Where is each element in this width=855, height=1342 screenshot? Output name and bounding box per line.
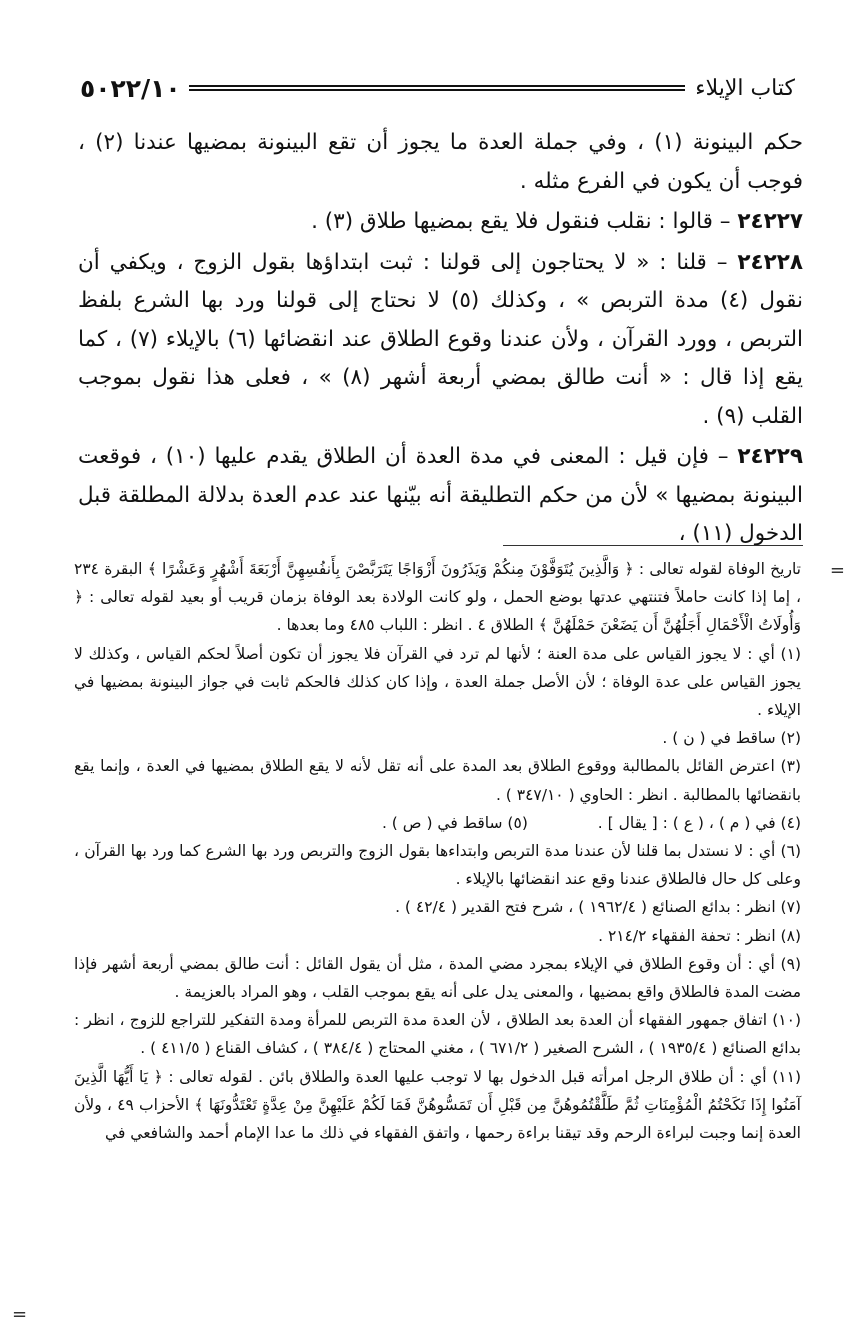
paragraph-24229 — [78, 438, 803, 554]
footnote-2: (٢) ساقط في ( ن ) . — [662, 729, 801, 748]
main-text — [78, 124, 803, 556]
footnote-3: (٣) اعترض القائل بالمطالبة ووقوع الطلاق بعد المدة على أنه تقل لأنه لا يقع الطلاق بمضيها في العدة ، وإنما يقع بانقضائها بالمطالبة . انظر : الحاوي ( ٣٤٧/١٠ ) . — [74, 757, 801, 804]
paragraph-text: – قلنا : « لا يحتاجون إلى قولنا : ثبت ابتداؤها بقول الزوج ، ويكفي أن نقول (٤) مدة التربص » ، وكذلك (٥) لا نحتاج إلى قولنا ورد بها الشرع بلفظ التربص ، وورد القرآن ، ولأن عندنا وقوع الطلاق عند انقضائها (٦) بالإيلاء (٧) ، كما يقع إذا قال : « أنت طالق بمضي أربعة أشهر (٨) » ، فعلى هذا نقول بموجب القلب (٩) . — [78, 249, 804, 429]
paragraph-text: – فإن قيل : المعنى في مدة العدة أن الطلاق يقدم عليها (١٠) ، فوقعت البينونة بمضيها » لأن من حكم التطليقة أنه بيّنها عند عدم العدة بدلالة المطلقة قبل الدخول (١١) ، — [78, 444, 803, 546]
continuation-mark-top: = — [829, 560, 845, 581]
header-rule — [189, 85, 686, 91]
book-title: كتاب الإيلاء — [695, 75, 795, 101]
issue-number: ٢٤٢٢٩ — [737, 444, 803, 469]
footnote-4-5-row — [74, 809, 801, 837]
footnote-5: (٥) ساقط في ( ص ) . — [381, 813, 528, 832]
footnote-4: (٤) في ( م ) ، ( ع ) : [ يقال ] . — [597, 813, 801, 832]
continuation-mark-bottom: = — [12, 1304, 28, 1325]
footnote-separator — [503, 545, 803, 546]
issue-number: ٢٤٢٢٧ — [737, 209, 803, 234]
footnote-10: (١٠) اتفاق جمهور الفقهاء أن العدة بعد الطلاق ، لأن العدة مدة التربص للمرأة ومدة التفكير للتراجع للزوج ، انظر : بدائع الصنائع ( ١٩٣٥/٤ ) ، الشرح الصغير ( ٦٧١/٢ ) ، مغني المحتاج ( ٣٨٤/٤ ) ، كشاف القناع ( ٤١١/٥ ) . — [74, 1011, 801, 1058]
paragraph-text: – قالوا : نقلب فنقول فلا يقع بمضيها طلاق (٣) . — [311, 209, 738, 234]
page-header — [80, 70, 795, 106]
paragraph-1: حكم البينونة (١) ، وفي جملة العدة ما يجوز أن تقع البينونة بمضيها عندنا (٢) ، فوجب أن يكون في الفرع مثله . — [78, 130, 803, 194]
footnote-6: (٦) أي : لا نستدل بما قلنا لأن عندنا مدة التربص وابتداءها بقول الزوج والتربص ورد بها الشرع كما ورد بها القرآن ، وعلى كل حال فالطلاق عندنا وقع عند انقضائها بالإيلاء . — [74, 842, 801, 889]
footnote-1: (١) أي : لا يجوز القياس على مدة العنة ؛ لأنها لم ترد في القرآن فلا يجوز أن تكون أصلاً لحكم القياس ، وكذلك لا يجوز القياس على عدة الوفاة ؛ لأن الأصل جملة العدة ، وإذا كان كذلك فالحكم ثابت في جواز البينونة بمضيها في الإيلاء . — [74, 644, 801, 720]
page-number: ٥٠٢٢/١٠ — [80, 73, 181, 103]
footnote-9: (٩) أي : أن وقوع الطلاق في الإيلاء بمجرد مضي المدة ، مثل أن يقول القائل : أنت طالق بمضي أربعة أشهر فإذا مضت المدة فالطلاق واقع بمضيها ، والمعنى يدل على أنه يقع بموجب القلب ، وهو المراد بالعزيمة . — [74, 954, 801, 1002]
issue-number: ٢٤٢٢٨ — [737, 249, 803, 275]
paragraph-24228 — [78, 244, 803, 437]
footnote-8: (٨) انظر : تحفة الفقهاء ٢١٤/٢ . — [598, 926, 801, 945]
footnote-11: (١١) أي : أن طلاق الرجل امرأته قبل الدخول بها لا توجب عليها العدة والطلاق بائن . لقوله تعالى : ﴿ يَا أَيُّهَا الَّذِينَ آمَنُوا إِذَا نَكَحْتُمُ الْمُؤْمِنَاتِ ثُمَّ طَلَّقْتُمُوهُنَّ مِن قَبْلِ أَن تَمَسُّوهُنَّ فَمَا لَكُمْ عَلَيْهِنَّ مِنْ عِدَّةٍ تَعْتَدُّونَهَا ﴾ الأحزاب ٤٩ ، ولأن العدة إنما وجبت لبراءة الرحم وقد تيقنا براءة رحمها ، واتفق الفقهاء في ذلك ما عدا الإمام أحمد والشافعي في — [74, 1067, 801, 1143]
footnote-7: (٧) انظر : بدائع الصنائع ( ١٩٦٢/٤ ) ، شرح فتح القدير ( ٤٢/٤ ) . — [395, 898, 801, 917]
footnote-continuation: تاريخ الوفاة لقوله تعالى : ﴿ وَالَّذِينَ يُتَوَفَّوْنَ مِنكُمْ وَيَذَرُونَ أَزْوَاجًا يَتَرَبَّصْنَ بِأَنفُسِهِنَّ أَرْبَعَةَ أَشْهُرٍ وَعَشْرًا ﴾ البقرة ٢٣٤ ، إما إذا كانت حاملاً فتنتهي عدتها بوضع الحمل ، ولو كانت الولادة بعد الوفاة بزمان قريب أو بعيد لقوله تعالى : ﴿ وَأُولَاتُ الْأَحْمَالِ أَجَلُهُنَّ أَن يَضَعْنَ حَمْلَهُنَّ ﴾ الطلاق ٤ . انظر : اللباب ٤٨٥ وما بعدها . — [74, 560, 801, 635]
paragraph-24227 — [78, 203, 803, 242]
footnotes — [74, 555, 801, 1147]
